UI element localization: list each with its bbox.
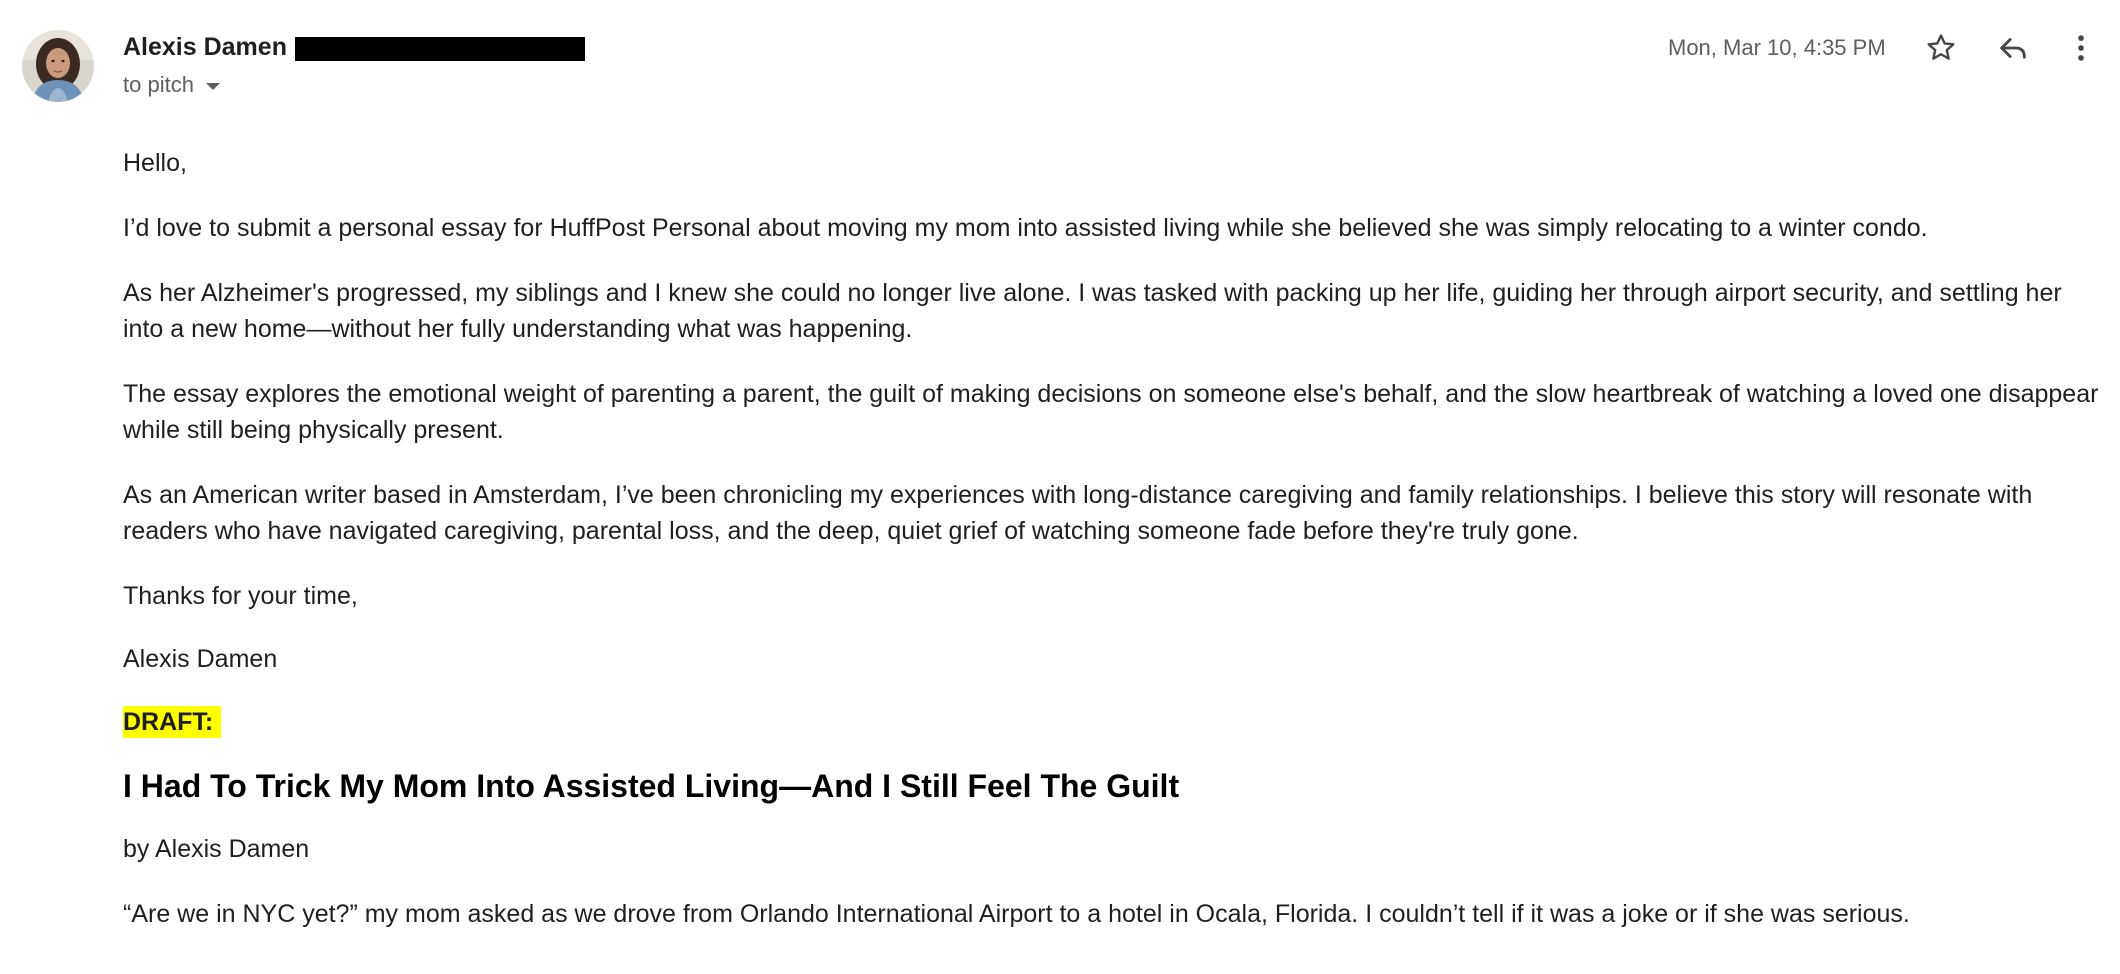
byline: by Alexis Damen [123, 835, 310, 863]
avatar-photo [22, 30, 94, 102]
draft-label: DRAFT: [123, 706, 221, 738]
avatar[interactable] [22, 30, 94, 102]
more-vert-icon [2064, 31, 2098, 65]
reply-button[interactable] [1991, 26, 2035, 70]
email-timestamp: Mon, Mar 10, 4:35 PM [1668, 35, 1886, 60]
body-paragraph: The essay explores the emotional weight of parenting a parent, the guilt of making decisions on someone else's behalf, and the slow heartbreak of watching a loved one disappear while still being physically present. [123, 380, 2099, 444]
closing: Thanks for your time, [123, 582, 358, 610]
essay-opening-paragraph: “Are we in NYC yet?” my mom asked as we drove from Orlando International Airport to a hotel in Ocala, Florida. I couldn’t tell if it was a joke or if she was serious. [123, 900, 1910, 928]
draft-label-row [123, 704, 2108, 740]
star-button[interactable] [1919, 26, 1963, 70]
greeting: Hello, [123, 149, 187, 177]
redacted-email-address [295, 37, 585, 61]
essay-title: I Had To Trick My Mom Into Assisted Living—And I Still Feel The Guilt [123, 768, 1180, 804]
recipient-label: to pitch [123, 72, 194, 97]
chevron-down-icon [206, 83, 220, 90]
star-icon [1924, 31, 1958, 65]
email-body [123, 145, 2108, 961]
body-paragraph: As an American writer based in Amsterdam, I’ve been chronicling my experiences with long-distance caregiving and family relationships. I believe this story will resonate with readers who have navigated caregiving, parental loss, and the deep, quiet grief of watching someone fade before they're truly gone. [123, 481, 2033, 545]
recipient-details-toggle[interactable] [123, 70, 220, 100]
sender-row [123, 31, 585, 63]
signature: Alexis Damen [123, 645, 278, 673]
more-options-button[interactable] [2059, 26, 2103, 70]
reply-icon [1996, 31, 2030, 65]
body-paragraph: As her Alzheimer's progressed, my siblings and I knew she could no longer live alone. I was tasked with packing up her life, guiding her through airport security, and settling her into a new home—without her fully understanding what was happening. [123, 279, 2062, 343]
sender-name[interactable]: Alexis Damen [123, 32, 287, 61]
body-paragraph: I’d love to submit a personal essay for HuffPost Personal about moving my mom into assisted living while she believed she was simply relocating to a winter condo. [123, 214, 1928, 242]
